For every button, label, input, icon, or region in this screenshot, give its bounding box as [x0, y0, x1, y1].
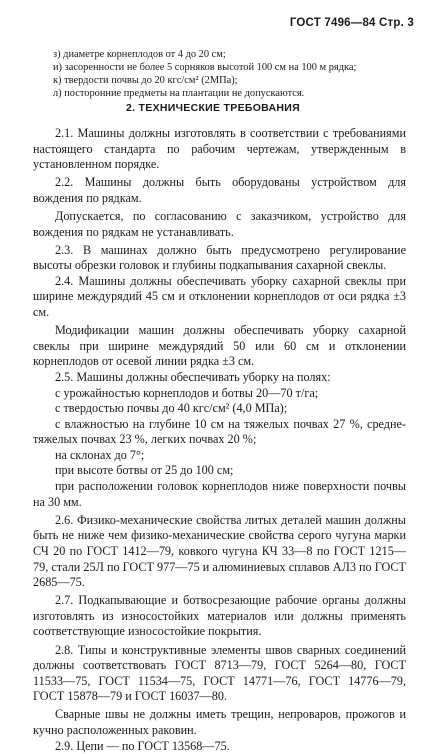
page-header: ГОСТ 7496—84 Стр. 3 — [289, 17, 414, 29]
list-item: к) твердости почвы до 20 кгс/см² (2МПа); — [53, 75, 238, 86]
paragraph-2-2: 2.2. Машины должны быть оборудованы устройством для вождения по рядкам. — [33, 175, 406, 205]
paragraph-2-8-welds: Сварные швы не должны иметь трещин, непроваров, прожогов и кучно расположенных раковин. — [33, 707, 406, 737]
list-item: и) засоренности не более 5 сорняков высотой 100 см на 100 м рядка; — [53, 62, 357, 73]
condition-slope: на склонах до 7°; — [55, 447, 145, 462]
section-title: 2. ТЕХНИЧЕСКИЕ ТРЕБОВАНИЯ — [125, 102, 301, 114]
paragraph-2-7: 2.7. Подкапывающие и ботвосрезающие рабочие органы должны изготовлять из износостойких материалов или должны применять соответствующие износостойкие покрытия. — [33, 593, 406, 639]
list-item: з) диаметре корнеплодов от 4 до 20 см; — [53, 49, 226, 60]
paragraph-2-8: 2.8. Типы и конструктивные элементы швов сварных соединений должны соответствовать ГОСТ 8713—79, ГОСТ 5264—80, ГОСТ 11533—75, ГОСТ 11534—75, ГОСТ 14771—76, ГОСТ 14776—79, ГОСТ 15878—79 и ГОСТ 16037—80. — [33, 642, 406, 704]
paragraph-2-2-note: Допускается, по согласованию с заказчиком, устройство для вождения по рядкам не устанавливать. — [33, 208, 406, 239]
list-item: л) посторонние предметы на плантации не допускаются. — [53, 88, 305, 99]
requirements-text — [33, 126, 406, 754]
condition-haulm-height: при высоте ботвы от 25 до 100 см; — [55, 463, 234, 478]
paragraph-2-6: 2.6. Физико-механические свойства литых деталей машин должны быть не ниже чем физико-механические свойства серого чугуна марки СЧ 20 по ГОСТ 1412—79, ковкого чугуна КЧ 33—8 по ГОСТ 1215—79, стали 25Л по ГОСТ 977—75 и алюминиевых сплавов АЛ3 по ГОСТ 2685—75. — [33, 512, 406, 590]
paragraph-2-1: 2.1. Машины должны изготовлять в соответствии с требованиями настоящего стандарта по рабочим чертежам, утвержденным в установленном порядке. — [33, 126, 406, 172]
condition-root-depth: при расположении головок корнеплодов ниже поверхности почвы на 30 мм. — [33, 479, 406, 509]
condition-moisture: с влажностью на глубине 10 см на тяжелых почвах 27 %, средне-тяжелых почвах 23 %, легких почвах 20 %; — [33, 416, 406, 447]
condition-hardness: с твердостью почвы до 40 кгс/см² (4,0 МПа); — [55, 401, 288, 416]
condition-yield: с урожайностью корнеплодов и ботвы 20—70 т/га; — [55, 385, 319, 400]
conditions-list — [53, 48, 356, 100]
paragraph-2-3: 2.3. В машинах должно быть предусмотрено регулирование высоты обрезки головок и глубины подкапывания сахарной свеклы. — [33, 242, 406, 273]
paragraph-2-4: 2.4. Машины должны обеспечивать уборку сахарной свеклы при ширине междурядий 45 см и отклонении корнеплодов от оси рядка ±3 см. — [33, 273, 406, 320]
paragraph-2-4-modification: Модификации машин должны обеспечивать уборку сахарной свеклы при ширине междурядий 50 или 60 см и отклонении корнеплодов от осевой линии рядка ±3 см. — [33, 323, 406, 369]
paragraph-2-5: 2.5. Машины должны обеспечивать уборку на полях: — [55, 369, 331, 384]
paragraph-2-9: 2.9. Цепи — по ГОСТ 13568—75. — [55, 738, 230, 753]
